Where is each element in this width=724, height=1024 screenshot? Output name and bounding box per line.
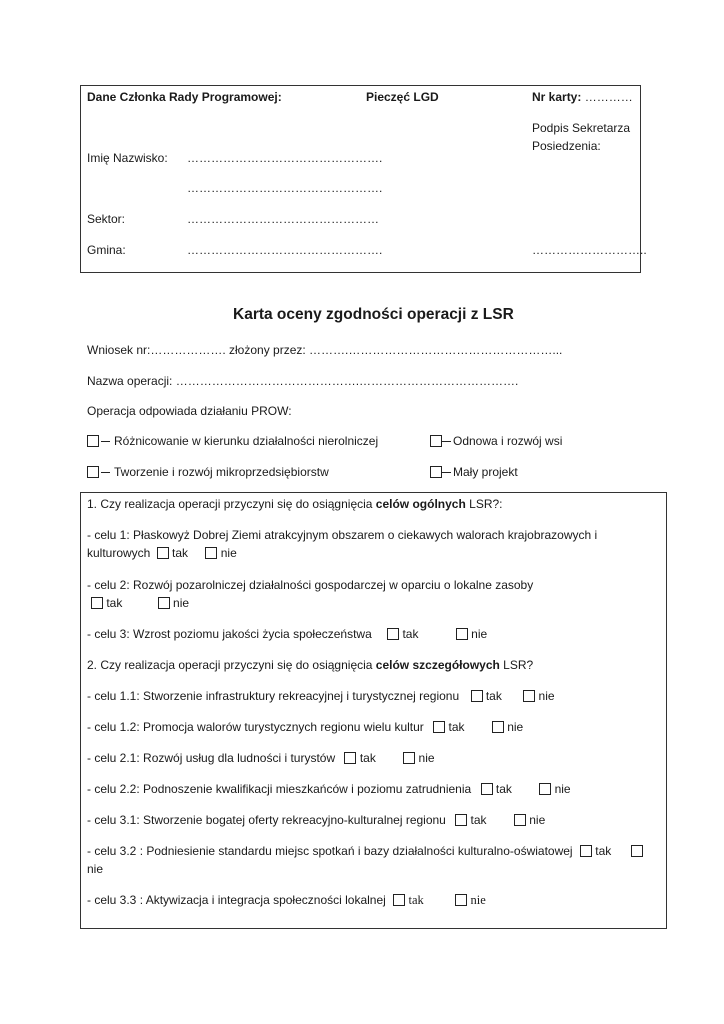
goal-3-2-yes-checkbox[interactable] xyxy=(580,845,592,857)
stamp-label: Pieczęć LGD xyxy=(366,90,439,104)
goal-3-1-no-checkbox[interactable] xyxy=(514,814,526,826)
goal-3-2-no-checkbox[interactable] xyxy=(631,845,643,857)
goal-3-3-no-checkbox[interactable] xyxy=(455,894,467,906)
prow-label: Operacja odpowiada działaniu PROW: xyxy=(87,404,292,418)
goal-3-1-row: - celu 3.1: Stworzenie bogatej oferty rekreacyjno-kulturalnej regionu tak nie xyxy=(87,813,546,827)
prow-option-diversification: Różnicowanie w kierunku działalności nierolniczej xyxy=(87,434,378,448)
goal-2-no-checkbox[interactable] xyxy=(158,597,170,609)
goal-1-2-no-checkbox[interactable] xyxy=(492,721,504,733)
card-number xyxy=(532,90,633,104)
gmina-field[interactable]: …………………………………………. xyxy=(187,243,383,257)
goal-3-2-no-label: nie xyxy=(87,862,104,876)
goal-1-text: - celu 1: Płaskowyż Dobrej Ziemi atrakcyjnym obszarem o ciekawych walorach krajobrazowych i xyxy=(87,528,598,542)
goal-3-yes-checkbox[interactable] xyxy=(387,628,399,640)
card-number-field[interactable]: ………… xyxy=(584,90,633,104)
name-field-2[interactable]: …………………………………………. xyxy=(187,181,383,195)
page-title: Karta oceny zgodności operacji z LSR xyxy=(233,306,514,323)
goal-1-1-row: - celu 1.1: Stworzenie infrastruktury rekreacyjnej i turystycznej regionu tak nie xyxy=(87,689,555,703)
goal-3-no-checkbox[interactable] xyxy=(456,628,468,640)
name-label: Imię Nazwisko: xyxy=(87,151,168,165)
prow-option-microenterprises: Tworzenie i rozwój mikroprzedsiębiorstw xyxy=(87,465,329,479)
goal-3-2-row: - celu 3.2 : Podniesienie standardu miejsc spotkań i bazy działalności kulturalno-oświatowej tak xyxy=(87,844,643,858)
goal-1-1-no-checkbox[interactable] xyxy=(523,690,535,702)
secretary-signature-label: Podpis Sekretarza Posiedzenia: xyxy=(532,121,631,153)
goal-2-1-row: - celu 2.1: Rozwój usług dla ludności i turystów tak nie xyxy=(87,751,435,765)
goal-2-2-yes-checkbox[interactable] xyxy=(481,783,493,795)
goal-2-1-yes-checkbox[interactable] xyxy=(344,752,356,764)
goal-3-1-yes-checkbox[interactable] xyxy=(455,814,467,826)
goal-1-no-checkbox[interactable] xyxy=(205,547,217,559)
goal-3-3-row: - celu 3.3 : Aktywizacja i integracja społeczności lokalnej tak nie xyxy=(87,893,486,907)
checkbox[interactable] xyxy=(87,466,99,478)
goal-1-row: kulturowych tak nie xyxy=(87,546,237,560)
goal-1-2-yes-checkbox[interactable] xyxy=(433,721,445,733)
sector-field[interactable]: ………………………………………… xyxy=(187,212,379,226)
card-number-label: Nr karty: xyxy=(532,90,582,104)
dash-icon xyxy=(442,472,451,473)
dash-icon xyxy=(101,472,110,473)
dash-icon xyxy=(101,441,110,442)
goal-2-1-no-checkbox[interactable] xyxy=(403,752,415,764)
goal-3-row: - celu 3: Wzrost poziomu jakości życia społeczeństwa tak nie xyxy=(87,627,488,641)
question-1: 1. Czy realizacja operacji przyczyni się do osiągnięcia celów ogólnych LSR?: xyxy=(87,497,503,511)
goal-2-row: tak nie xyxy=(91,596,189,610)
goal-2-2-row: - celu 2.2: Podnoszenie kwalifikacji mieszkańców i poziomu zatrudnienia tak nie xyxy=(87,782,571,796)
prow-option-small-project: Mały projekt xyxy=(430,465,518,479)
sector-label: Sektor: xyxy=(87,212,126,226)
checkbox[interactable] xyxy=(430,466,442,478)
goal-2-yes-checkbox[interactable] xyxy=(91,597,103,609)
prow-option-village-renewal: Odnowa i rozwój wsi xyxy=(430,434,562,448)
operation-name-line[interactable]: Nazwa operacji: ……………………………………….…………………………………. xyxy=(87,374,519,388)
goal-1-yes-checkbox[interactable] xyxy=(157,547,169,559)
goal-1-2-row: - celu 1.2: Promocja walorów turystycznych regionu wielu kultur tak nie xyxy=(87,720,524,734)
goal-3-3-yes-checkbox[interactable] xyxy=(393,894,405,906)
dash-icon xyxy=(442,441,451,442)
application-line[interactable]: Wniosek nr:………………. złożony przez: ……….……………………………………………... xyxy=(87,343,563,357)
goal-1-1-yes-checkbox[interactable] xyxy=(471,690,483,702)
checkbox[interactable] xyxy=(87,435,99,447)
member-data-label: Dane Członka Rady Programowej: xyxy=(87,90,282,104)
goal-2-2-no-checkbox[interactable] xyxy=(539,783,551,795)
signature-line[interactable]: ……………………….. xyxy=(532,243,647,257)
question-2: 2. Czy realizacja operacji przyczyni się do osiągnięcia celów szczegółowych LSR? xyxy=(87,658,534,672)
name-field[interactable]: …………………………………………. xyxy=(187,151,383,165)
gmina-label: Gmina: xyxy=(87,243,126,257)
checkbox[interactable] xyxy=(430,435,442,447)
goal-2-text: - celu 2: Rozwój pozarolniczej działalności gospodarczej w oparciu o lokalne zasoby xyxy=(87,578,534,592)
